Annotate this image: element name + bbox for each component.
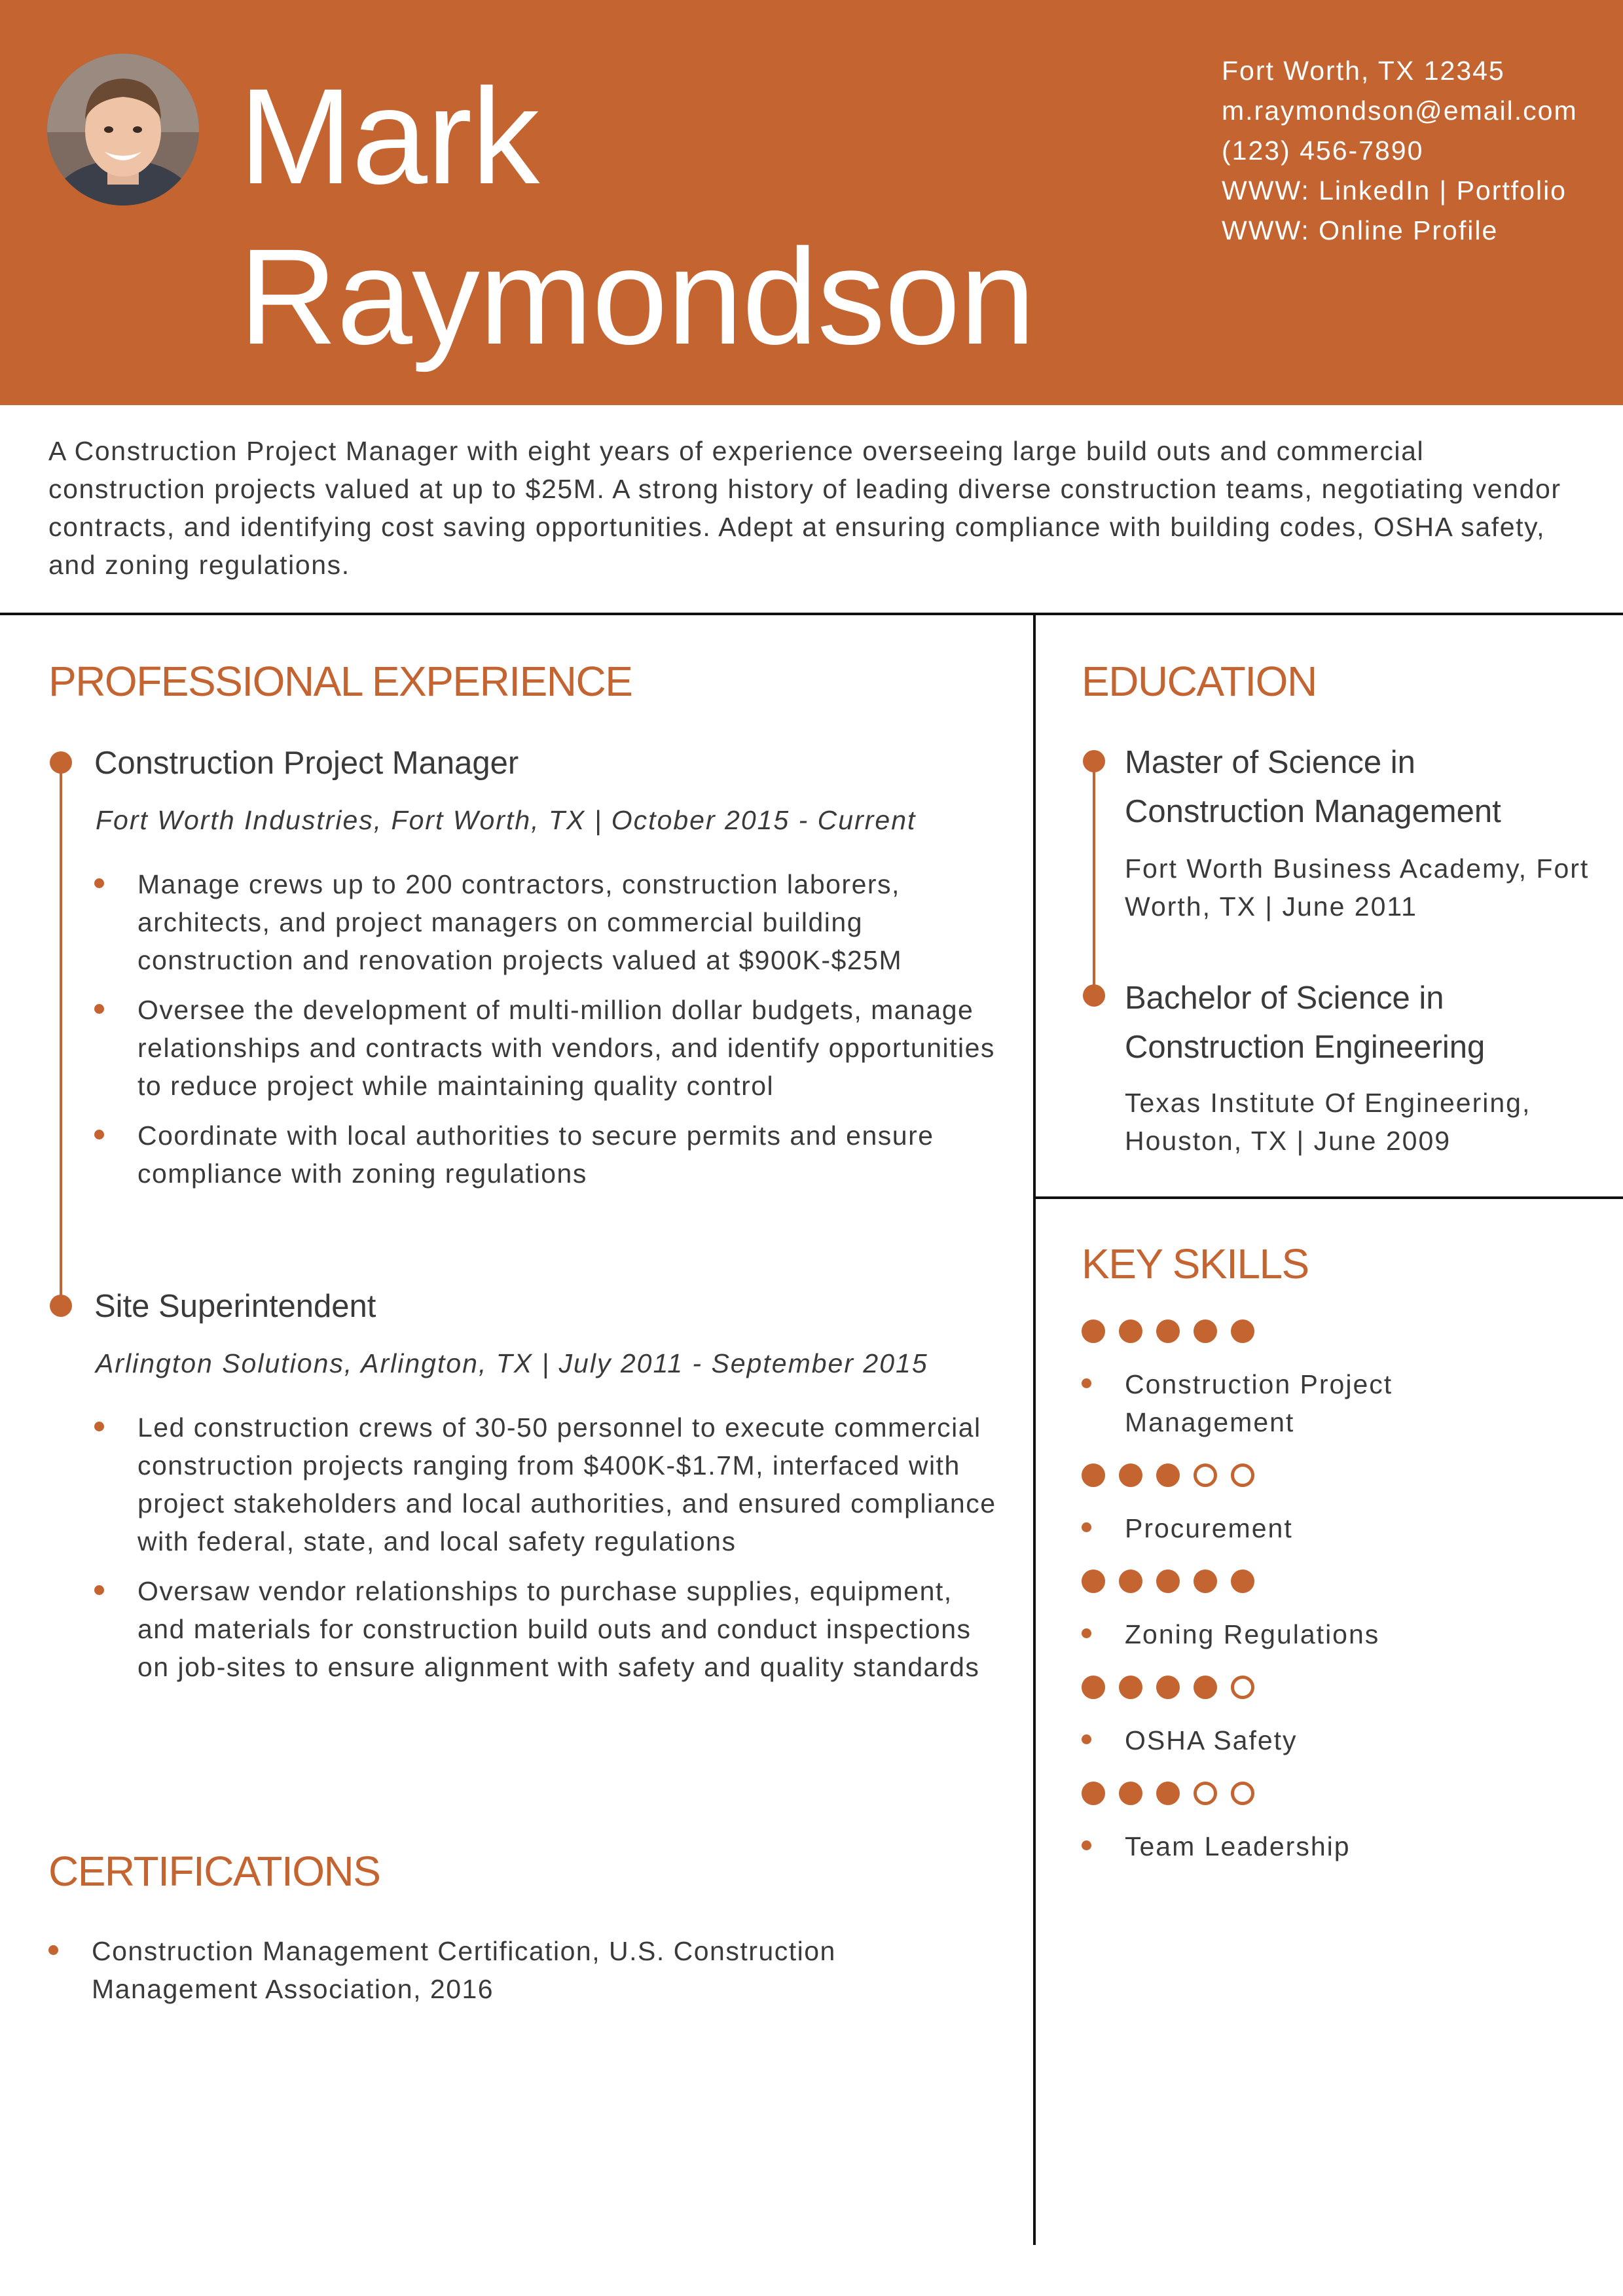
rating-dot-filled — [1119, 1463, 1142, 1487]
list-item: Coordinate with local authorities to secure permits and ensure compliance with zoning regulations — [94, 1117, 998, 1193]
rating-dot-filled — [1082, 1463, 1105, 1487]
bullet-dot — [94, 1004, 104, 1014]
rating-dot-empty — [1231, 1676, 1254, 1699]
divider-horizontal-right — [1033, 1196, 1623, 1199]
bullet-dot — [1082, 1840, 1091, 1850]
rating-dot-filled — [1156, 1676, 1180, 1699]
list-item: Oversee the development of multi-million dollar budgets, manage relationships and contracts with vendors, and identify opportunities to reduce project while maintaining quality control — [94, 991, 998, 1105]
rating-dot-empty — [1194, 1463, 1217, 1487]
degree-title: Bachelor of Science in Construction Engineering — [1125, 980, 1486, 1065]
skill-rating — [1082, 1570, 1254, 1593]
list-item: Manage crews up to 200 contractors, construction laborers, architects, and project managers on commercial building construction and renovation projects valued at $900K-$25M — [94, 865, 998, 979]
rating-dot-filled — [1231, 1319, 1254, 1343]
summary-text: A Construction Project Manager with eight years of experience overseeing large build outs and commercial construction projects valued at up to $25M. A strong history of leading diverse construction teams, negotiating vendor contracts, and identifying cost saving opportunities. Adept at ensuring compliance with building codes, OSHA safety, and zoning regulations. — [48, 436, 1561, 580]
certifications-heading: CERTIFICATIONS — [48, 1848, 380, 1895]
contact-phone[interactable]: (123) 456-7890 — [1222, 135, 1424, 166]
rating-dot-filled — [1082, 1319, 1105, 1343]
skills-heading: KEY SKILLS — [1082, 1240, 1309, 1287]
timeline-dot — [50, 1295, 72, 1317]
rating-dot-filled — [1156, 1570, 1180, 1593]
avatar — [47, 54, 199, 206]
rating-dot-filled — [1119, 1676, 1142, 1699]
experience-timeline — [60, 764, 62, 1307]
rating-dot-filled — [1156, 1463, 1180, 1487]
rating-dot-filled — [1231, 1570, 1254, 1593]
skill-rating — [1082, 1676, 1254, 1699]
bullet-dot — [1082, 1378, 1091, 1388]
skill-rating — [1082, 1463, 1254, 1487]
job-meta: Arlington Solutions, Arlington, TX | July 2011 - September 2015 — [96, 1348, 928, 1378]
rating-dot-empty — [1231, 1782, 1254, 1805]
experience-heading: PROFESSIONAL EXPERIENCE — [48, 658, 632, 705]
rating-dot-empty — [1194, 1782, 1217, 1805]
job-title: Construction Project Manager — [94, 745, 519, 781]
rating-dot-filled — [1156, 1782, 1180, 1805]
bullet-dot — [1082, 1628, 1091, 1638]
job-bullets — [94, 1408, 998, 1698]
rating-dot-empty — [1231, 1463, 1254, 1487]
timeline-dot — [1083, 750, 1105, 772]
contact-linkedin[interactable]: WWW: LinkedIn | Portfolio — [1222, 175, 1567, 206]
education-timeline — [1093, 762, 1095, 996]
list-item: Construction Management Certification, U.S. Construction Management Association, 2016 — [48, 1932, 952, 2008]
rating-dot-filled — [1082, 1676, 1105, 1699]
rating-dot-filled — [1082, 1782, 1105, 1805]
list-item: Led construction crews of 30-50 personnel to execute commercial construction projects ranging from $400K-$1.7M, interfaced with project stakeholders and local authorities, and ensured compliance with federal, state, and local safety regulations — [94, 1408, 998, 1560]
contact-address: Fort Worth, TX 12345 — [1222, 56, 1505, 86]
skill-name: Zoning Regulations — [1125, 1615, 1504, 1653]
skill-name: Team Leadership — [1125, 1827, 1504, 1865]
divider-vertical — [1033, 614, 1036, 2245]
contact-email[interactable]: m.raymondson@email.com — [1222, 96, 1578, 126]
rating-dot-filled — [1119, 1782, 1142, 1805]
rating-dot-filled — [1194, 1676, 1217, 1699]
divider-horizontal-top — [0, 613, 1623, 615]
rating-dot-filled — [1194, 1319, 1217, 1343]
bullet-dot — [1082, 1734, 1091, 1744]
skill-name: Procurement — [1125, 1509, 1504, 1547]
rating-dot-filled — [1082, 1570, 1105, 1593]
rating-dot-filled — [1119, 1319, 1142, 1343]
skill-name: Construction Project Management — [1125, 1365, 1504, 1441]
bullet-dot — [94, 878, 104, 888]
bullet-dot — [48, 1945, 58, 1955]
job-meta: Fort Worth Industries, Fort Worth, TX | October 2015 - Current — [96, 805, 917, 835]
job-bullets — [94, 865, 998, 1204]
header-banner — [0, 0, 1623, 405]
bullet-dot — [1082, 1522, 1091, 1532]
contact-info — [1222, 51, 1588, 251]
first-name: Mark — [239, 61, 539, 213]
list-item: Oversaw vendor relationships to purchase supplies, equipment, and materials for construction build outs and conduct inspections on job-sites to ensure alignment with safety and quality standards — [94, 1572, 998, 1686]
certifications-list — [48, 1932, 952, 2020]
job-title: Site Superintendent — [94, 1289, 376, 1324]
bullet-dot — [94, 1422, 104, 1431]
degree-meta: Texas Institute Of Engineering, Houston, TX | June 2009 — [1125, 1088, 1531, 1156]
skill-rating — [1082, 1319, 1254, 1343]
degree-title: Master of Science in Construction Management — [1125, 745, 1501, 829]
timeline-dot — [1083, 984, 1105, 1007]
education-heading: EDUCATION — [1082, 658, 1317, 705]
rating-dot-filled — [1156, 1319, 1180, 1343]
last-name: Raymondson — [239, 221, 1035, 373]
degree-meta: Fort Worth Business Academy, Fort Worth, TX | June 2011 — [1125, 853, 1590, 922]
bullet-dot — [94, 1585, 104, 1595]
rating-dot-filled — [1194, 1570, 1217, 1593]
bullet-dot — [94, 1130, 104, 1139]
contact-online-profile[interactable]: WWW: Online Profile — [1222, 215, 1499, 245]
profile-photo — [47, 54, 199, 206]
skill-name: OSHA Safety — [1125, 1721, 1504, 1759]
timeline-dot — [50, 751, 72, 774]
skill-rating — [1082, 1782, 1254, 1805]
rating-dot-filled — [1119, 1570, 1142, 1593]
